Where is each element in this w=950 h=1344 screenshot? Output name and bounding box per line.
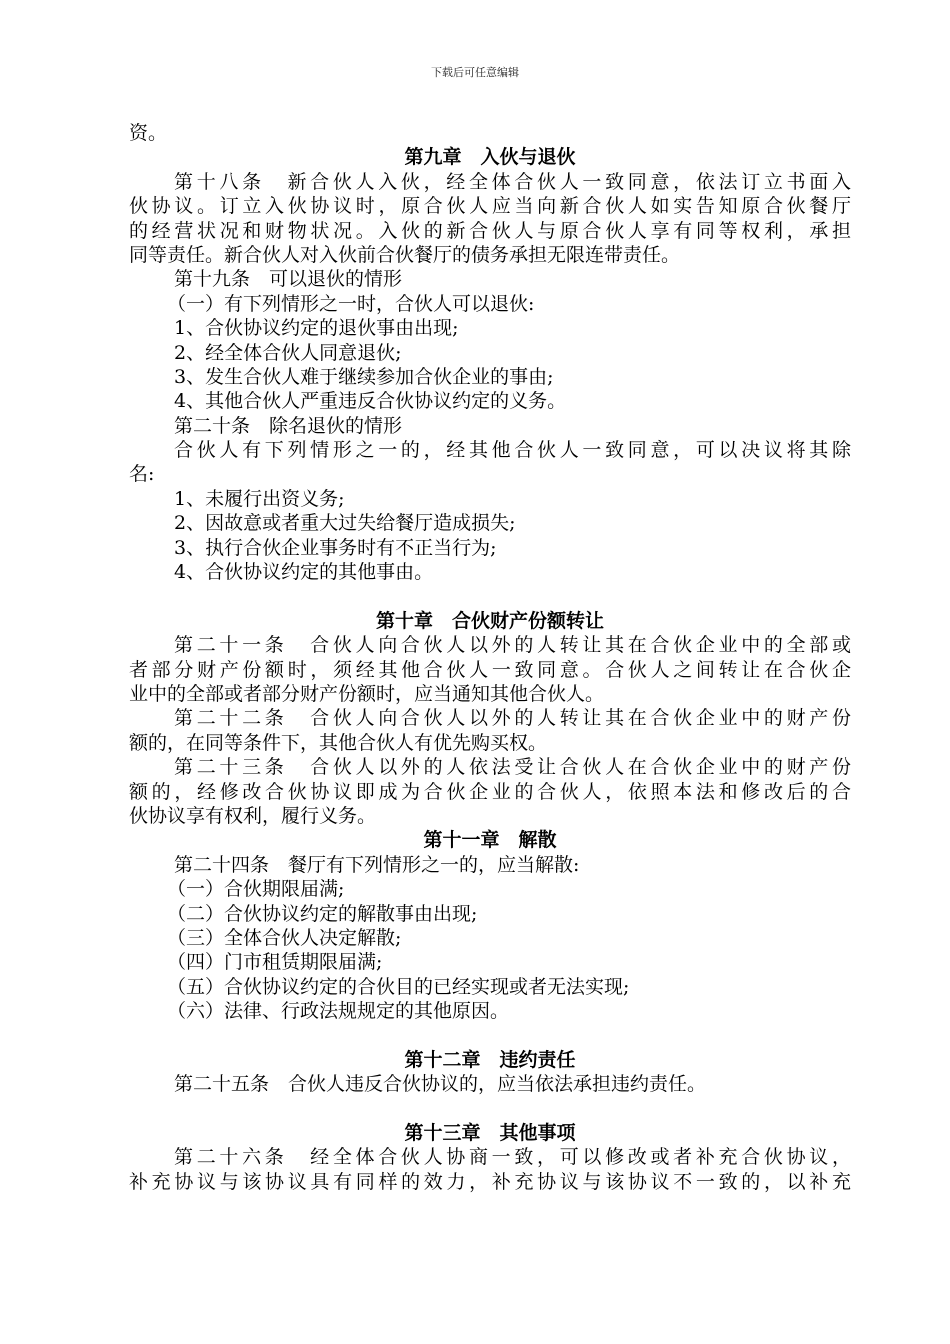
list-item: （六）法律、行政法规规定的其他原因。 (167, 1000, 510, 1023)
paragraph-first-line: 第二十三条 合伙人以外的人依法受让合伙人在合伙企业中的财产份 (174, 756, 851, 779)
list-item: （五）合伙协议约定的合伙目的已经实现或者无法实现; (167, 975, 630, 998)
paragraph-line: 的经营状况和财物状况。入伙的新合伙人与原合伙人享有同等权利，承担 (129, 219, 851, 242)
chapter-heading: 第十章 合伙财产份额转让 (375, 609, 604, 632)
paragraph-line: 额的，经修改合伙协议即成为合伙企业的合伙人，依照本法和修改后的合 (129, 780, 851, 803)
paragraph-first-line: 合伙人有下列情形之一的，经其他合伙人一致同意，可以决议将其除 (174, 439, 851, 462)
blank-line (129, 1023, 851, 1047)
indented-line: 3、发生合伙人难于继续参加合伙企业的事由; (174, 365, 554, 388)
blank-line (129, 584, 851, 608)
indented-line: 2、因故意或者重大过失给餐厅造成损失; (174, 512, 516, 535)
indented-line: 3、执行合伙企业事务时有不正当行为; (174, 536, 497, 559)
paragraph-first-line: 第二十一条 合伙人向合伙人以外的人转让其在合伙企业中的全部或 (174, 634, 851, 657)
paragraph-first-line: 第二十六条 经全体合伙人协商一致，可以修改或者补充合伙协议， (174, 1146, 851, 1169)
indented-line: 4、其他合伙人严重违反合伙协议约定的义务。 (174, 390, 567, 413)
document-body (129, 121, 851, 1194)
indented-line: 第二十五条 合伙人违反合伙协议的，应当依法承担违约责任。 (174, 1073, 707, 1096)
paragraph-line: 补充协议与该协议具有同样的效力，补充协议与该协议不一致的，以补充 (129, 1170, 851, 1193)
paragraph-line: 业中的全部或者部分财产份额时，应当通知其他合伙人。 (129, 682, 605, 705)
indented-line: 1、未履行出资义务; (174, 487, 345, 510)
indented-line: 第二十四条 餐厅有下列情形之一的，应当解散: (174, 853, 580, 876)
chapter-heading: 第十三章 其他事项 (404, 1122, 576, 1145)
indented-line: 2、经全体合伙人同意退伙; (174, 341, 402, 364)
paragraph-line: 同等责任。新合伙人对入伙前合伙餐厅的债务承担无限连带责任。 (129, 243, 681, 266)
page-header: 下载后可任意编辑 (431, 66, 519, 79)
list-item: （三）全体合伙人决定解散; (167, 926, 402, 949)
list-item: （二）合伙协议约定的解散事由出现; (167, 902, 478, 925)
paragraph-first-line: 第二十二条 合伙人向合伙人以外的人转让其在合伙企业中的财产份 (174, 707, 851, 730)
indented-line: 第十九条 可以退伙的情形 (174, 268, 403, 291)
paragraph-line: 伙协议。订立入伙协议时，原合伙人应当向新合伙人如实告知原合伙餐厅 (129, 195, 851, 218)
paragraph-line: 额的，在同等条件下，其他合伙人有优先购买权。 (129, 731, 548, 754)
list-item: （一）有下列情形之一时，合伙人可以退伙: (167, 292, 535, 315)
chapter-heading: 第十一章 解散 (423, 829, 557, 852)
paragraph-line: 伙协议享有权利，履行义务。 (129, 804, 377, 827)
indented-line: 1、合伙协议约定的退伙事由出现; (174, 317, 459, 340)
chapter-heading: 第九章 入伙与退伙 (404, 146, 576, 169)
indented-line: 4、合伙协议约定的其他事由。 (174, 561, 434, 584)
paragraph-line: 资。 (129, 122, 168, 144)
paragraph-line: 名: (129, 463, 155, 486)
list-item: （一）合伙期限届满; (167, 878, 345, 901)
indented-line: 第二十条 除名退伙的情形 (174, 414, 403, 437)
list-item: （四）门市租赁期限届满; (167, 951, 383, 974)
paragraph-first-line: 第十八条 新合伙人入伙，经全体合伙人一致同意，依法订立书面入 (174, 170, 851, 193)
chapter-heading: 第十二章 违约责任 (404, 1048, 576, 1071)
blank-line (129, 1097, 851, 1121)
paragraph-line: 者部分财产份额时，须经其他合伙人一致同意。合伙人之间转让在合伙企 (129, 658, 851, 681)
